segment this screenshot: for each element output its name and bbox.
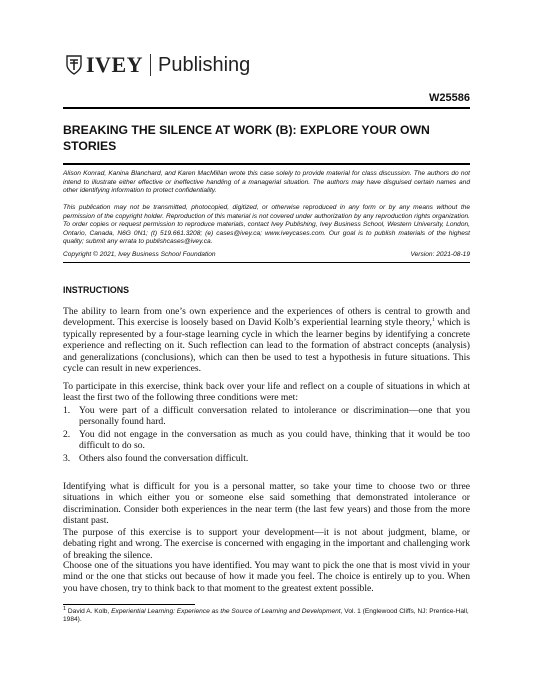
- list-item: 1. You were part of a difficult conversation related to intolerance or discrimination—one that you personally found hard.: [63, 405, 470, 428]
- document-title: BREAKING THE SILENCE AT WORK (B): EXPLORE YOUR OWN STORIES: [63, 123, 430, 153]
- shield-icon: [66, 55, 82, 75]
- header-rule: [63, 107, 470, 109]
- conditions-list: [63, 405, 470, 465]
- ivey-publishing-logo: [66, 52, 250, 78]
- logo-brand-text: IVEY: [86, 52, 144, 77]
- footnote-rule: [63, 604, 195, 605]
- copyright-text: Copyright © 2021, Ivey Business School Foundation: [63, 251, 216, 258]
- paragraph-intro: [63, 306, 470, 374]
- logo-publishing-text: Publishing: [158, 53, 251, 76]
- permissions-disclaimer: This publication may not be transmitted, photocopied, digitized, or otherwise reproduced in any form or by any means without the permission of the copyright holder. Reproduction of this material is not covered under authorization by any reproduction rights organization. To order copies or request permission to reproduce materials, contact Ivey Publishing, Ivey Business School, Western University, London, Ontario, Canada, N6G 0N1; (t) 519.661.3208; (e) cases@ivey.ca; www.iveycases.com. Our goal is to publish materials of the highest quality; submit any errata to publishcases@ivey.ca.: [63, 204, 470, 246]
- section-heading: INSTRUCTIONS: [63, 285, 129, 295]
- footnote-book-title: Experiential Learning: Experience as the Source of Learning and Development: [111, 608, 341, 615]
- paragraph-purpose: The purpose of this exercise is to support your development—it is not about judgment, blame, or debating right and wrong. The exercise is concerned with engaging in the important and challenging work of breaking the silence.: [63, 527, 470, 561]
- paragraph-participate: To participate in this exercise, think back over your life and reflect on a couple of situations in which at least the first two of the following three conditions were met:: [63, 381, 470, 404]
- paragraph-identify: Identifying what is difficult for you is a personal matter, so take your time to choose two or three situations in which either you or someone else said something that demonstrated intolerance or discrimination. Consider both experiences in the near term (the last few years) and those from the more distant past.: [63, 481, 470, 527]
- list-item: 2. You did not engage in the conversation as much as you could have, thinking that it would be too difficult to do so.: [63, 428, 470, 452]
- list-item: 3. Others also found the conversation difficult.: [63, 452, 249, 464]
- logo-separator: [150, 54, 151, 76]
- case-number: W25586: [429, 92, 470, 104]
- footnote-author: David A. Kolb,: [66, 608, 112, 615]
- copyright-rule: [63, 262, 470, 263]
- footnote-publication: , Vol. 1 (Englewood Cliffs, NJ: Prentice-Hall, 1984).: [63, 608, 469, 624]
- paragraph-intro-part-a: The ability to learn from one’s own experience and the experiences of others is central to growth and development. This exercise is loosely based on David Kolb’s experiential learning style theory,: [63, 306, 470, 329]
- title-rule: [63, 163, 470, 165]
- copyright-line: [63, 251, 470, 258]
- footnote: [63, 605, 470, 625]
- footnote-ref: 1: [431, 317, 435, 324]
- version-text: Version: 2021-08-19: [410, 251, 470, 258]
- paragraph-choose: Choose one of the situations you have identified. You may want to pick the one that is most vivid in your mind or the one that sticks out because of how it made you feel. The choice is entirely up to you. When you have chosen, try to think back to that moment to the greatest extent possible.: [63, 560, 470, 594]
- footnote-number: 1: [63, 605, 67, 612]
- paragraph-intro-part-b: which is typically represented by a four-stage learning cycle in which the learner begins by identifying a concrete experience and reflecting on it. Such reflection can lead to the formation of abstract concepts (analysis) and generalizations (conclusions), which can then be used to test a hypothesis in future situations. This cycle can result in new experiences.: [63, 317, 470, 375]
- authors-disclaimer: Alison Konrad, Kanina Blanchard, and Karen MacMillan wrote this case solely to provide material for class discussion. The authors do not intend to illustrate either effective or ineffective handling of a managerial situation. The authors may have disguised certain names and other identifying information to protect confidentiality.: [63, 170, 470, 195]
